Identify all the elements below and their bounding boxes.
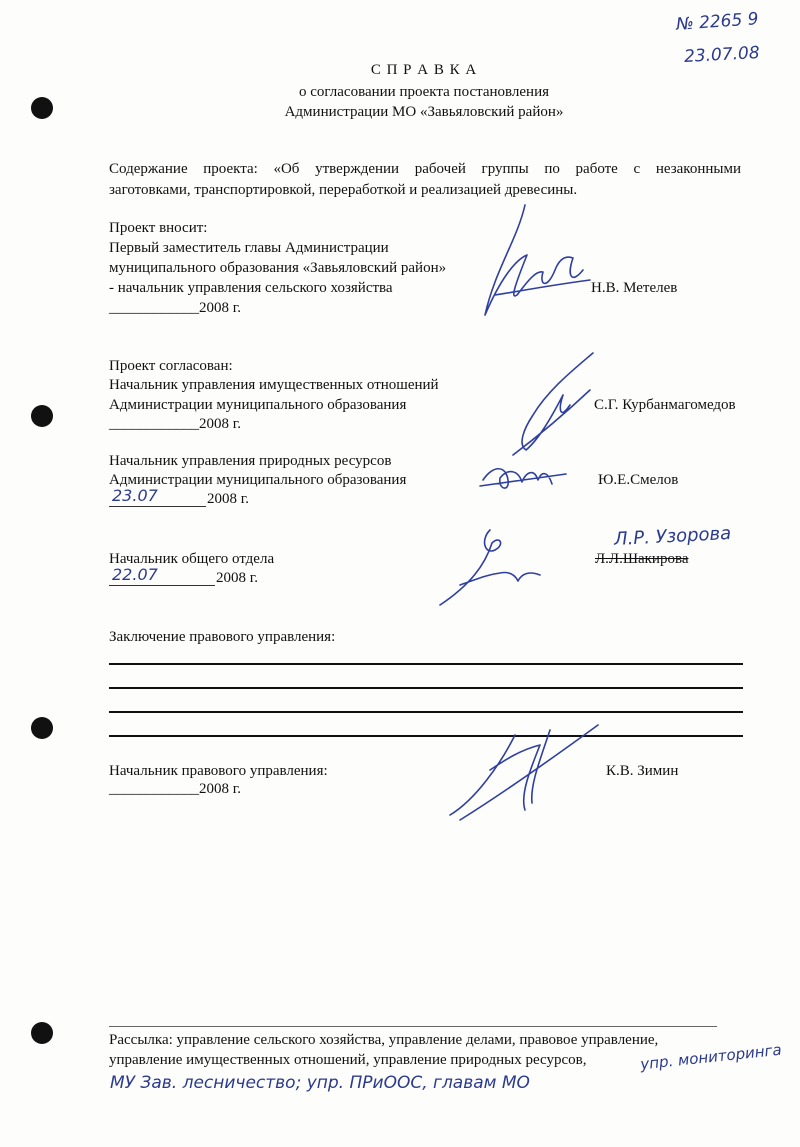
legal-name: К.В. Зимин [606, 763, 679, 779]
submitter-date: ____________2008 г. [109, 300, 241, 316]
punch-hole [31, 405, 53, 427]
document-title: С П Р А В К А [370, 62, 478, 78]
document-org: Администрации МО «Завьяловский район» [284, 104, 564, 120]
nature-date-line [109, 506, 206, 507]
general-name-handwritten: Л.Р. Узорова [613, 522, 732, 551]
nature-date-suffix: 2008 г. [207, 491, 249, 507]
signature-smelov [478, 460, 568, 500]
submitter-position-1: Первый заместитель главы Администрации [109, 240, 389, 256]
content-line-2: заготовками, транспортировкой, переработкой и реализацией древесины. [109, 182, 578, 198]
punch-hole [31, 717, 53, 739]
nature-name: Ю.Е.Смелов [598, 472, 679, 488]
mailing-handwritten-2: МУ Зав. лесничество; упр. ПРиООС, главам МО [110, 1073, 530, 1093]
legal-head-label: Начальник правового управления: [109, 763, 328, 779]
nature-date-handwritten: 23.07 [112, 486, 158, 505]
general-position-1: Начальник общего отдела [109, 551, 275, 567]
submitter-name: Н.В. Метелев [591, 280, 678, 296]
approvers-label: Проект согласован: [109, 358, 233, 374]
submitter-label: Проект вносит: [109, 220, 208, 236]
punch-hole [31, 1022, 53, 1044]
property-position-1: Начальник управления имущественных отношений [109, 377, 439, 393]
signature-kurbanmagomedov [478, 350, 598, 460]
legal-conclusion-label: Заключение правового управления: [109, 629, 336, 645]
submitter-position-2: муниципального образования «Завьяловский район» [109, 260, 447, 276]
content-line-1: Содержание проекта: «Об утверждении рабочей группы по работе с незаконными [109, 161, 741, 177]
conclusion-line-1 [109, 663, 743, 665]
mailing-handwritten-1: упр. мониторинга [639, 1040, 783, 1074]
general-name-crossed: Л.Л.Шакирова [595, 551, 689, 567]
property-date: ____________2008 г. [109, 416, 241, 432]
general-date-handwritten: 22.07 [112, 565, 158, 584]
mailing-line-1: Рассылка: управление сельского хозяйства, управление делами, правовое управление, [109, 1032, 659, 1048]
property-position-2: Администрации муниципального образования [109, 397, 407, 413]
handwritten-reg-date: 23.07.08 [683, 43, 761, 67]
nature-position-2: Администрации муниципального образования [109, 472, 407, 488]
conclusion-line-3 [109, 711, 743, 713]
handwritten-reg-number: № 2265 9 [675, 9, 760, 35]
mailing-separator [109, 1026, 717, 1027]
general-date-suffix: 2008 г. [216, 570, 258, 586]
submitter-position-3: - начальник управления сельского хозяйства [109, 280, 393, 296]
property-name: С.Г. Курбанмагомедов [594, 397, 736, 413]
conclusion-line-2 [109, 687, 743, 689]
legal-date: ____________2008 г. [109, 781, 241, 797]
signature-general-dept [430, 525, 550, 615]
document-subtitle: о согласовании проекта постановления [298, 84, 550, 100]
mailing-line-2: управление имущественных отношений, управление природных ресурсов, [109, 1052, 587, 1068]
general-date-line [109, 585, 215, 586]
signature-zimin [420, 715, 600, 835]
nature-position-1: Начальник управления природных ресурсов [109, 453, 392, 469]
signature-metelev [455, 200, 595, 330]
